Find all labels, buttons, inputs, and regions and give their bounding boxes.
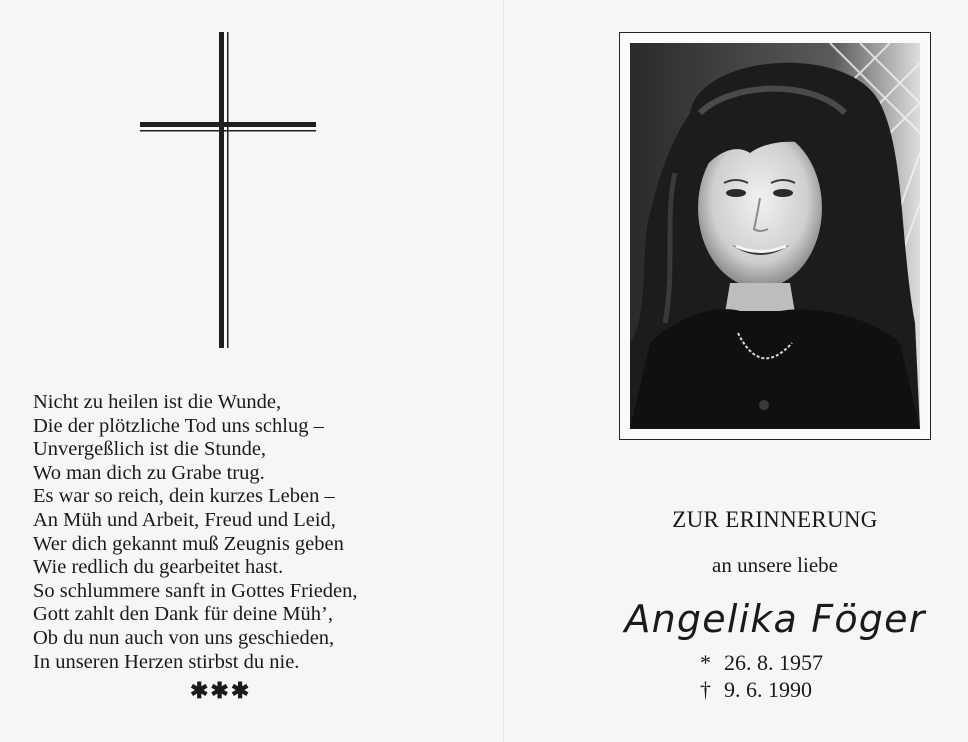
poem-line: Gott zahlt den Dank für deine Müh’, — [33, 603, 334, 626]
ornament-stars: ✱✱✱ — [190, 678, 252, 703]
poem-line: Ob du nun auch von uns geschieden, — [33, 626, 335, 649]
poem — [33, 391, 358, 674]
portrait-photo — [630, 43, 920, 429]
birth-date: 26. 8. 1957 — [724, 650, 823, 675]
cross-icon — [140, 32, 316, 348]
poem-line: Wie redlich du gearbeitet hast. — [33, 556, 284, 579]
poem-line: In unseren Herzen stirbst du nie. — [33, 650, 300, 673]
deceased-name: Angelika Föger — [624, 597, 926, 641]
memorial-subheading: an unsere liebe — [712, 553, 838, 577]
poem-line: Unvergeßlich ist die Stunde, — [33, 438, 267, 461]
poem-line: Nicht zu heilen ist die Wunde, — [33, 391, 282, 413]
poem-line: Die der plötzliche Tod uns schlug – — [33, 414, 324, 437]
death-line — [700, 677, 812, 703]
birth-symbol: * — [700, 650, 711, 675]
death-date: 9. 6. 1990 — [724, 677, 812, 702]
birth-line — [700, 650, 823, 676]
card-fold-line — [503, 0, 504, 742]
poem-line: An Müh und Arbeit, Freud und Leid, — [33, 508, 336, 531]
poem-line: So schlummere sanft in Gottes Frieden, — [33, 579, 358, 602]
memorial-heading: ZUR ERINNERUNG — [672, 507, 878, 532]
poem-line: Wer dich gekannt muß Zeugnis geben — [33, 532, 344, 555]
poem-line: Wo man dich zu Grabe trug. — [33, 461, 265, 484]
poem-line: Es war so reich, dein kurzes Leben – — [33, 485, 335, 508]
death-symbol: † — [700, 677, 711, 702]
